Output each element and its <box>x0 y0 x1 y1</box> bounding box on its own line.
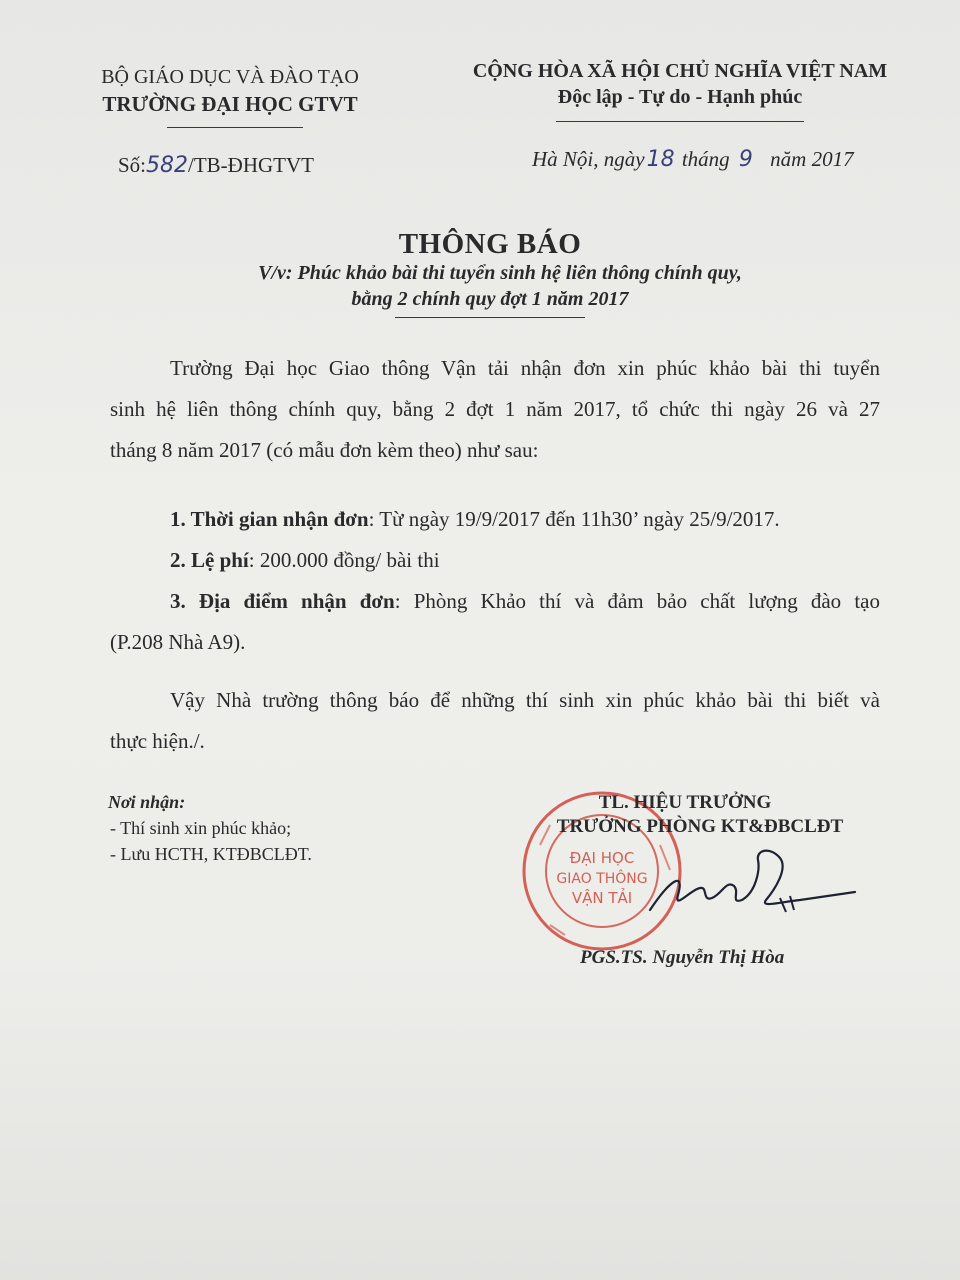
closing-line: Vậy Nhà trường thông báo để những thí sinh xin phúc khảo bài thi biết và <box>170 688 880 712</box>
details-list <box>110 499 880 663</box>
intro-paragraph <box>110 348 880 471</box>
motto-underline <box>556 121 804 122</box>
issue-date <box>532 147 854 172</box>
stamp-line: GIAO THÔNG <box>556 871 648 887</box>
closing-line: thực hiện./. <box>110 729 205 753</box>
ministry-name: BỘ GIÁO DỤC VÀ ĐÀO TẠO <box>101 66 359 88</box>
signer-name: PGS.TS. Nguyễn Thị Hòa <box>580 947 785 968</box>
detail-text: : 200.000 đồng/ bài thi <box>248 548 440 572</box>
recipient-item: - Lưu HCTH, KTĐBCLĐT. <box>110 844 312 864</box>
detail-item <box>110 540 880 581</box>
recipients-title: Nơi nhận: <box>108 792 186 812</box>
detail-label: 3. Địa điểm nhận đơn <box>170 589 395 613</box>
detail-item <box>110 581 880 622</box>
number-prefix: Số: <box>118 153 147 177</box>
notice-subject-line1: V/v: Phúc khảo bài thi tuyển sinh hệ liên thông chính quy, <box>258 262 742 284</box>
school-name: TRƯỜNG ĐẠI HỌC GTVT <box>102 92 358 116</box>
national-motto: Độc lập - Tự do - Hạnh phúc <box>557 86 803 108</box>
stamp-line: VẬN TẢI <box>571 889 633 907</box>
detail-label: 2. Lệ phí <box>170 548 249 572</box>
signer-role: TL. HIỆU TRƯỞNG <box>598 792 772 813</box>
date-month: 9 <box>738 147 753 172</box>
detail-item-continued: (P.208 Nhà A9). <box>110 630 246 654</box>
notice-title: THÔNG BÁO <box>398 228 582 260</box>
country-name: CỘNG HÒA XÃ HỘI CHỦ NGHĨA VIỆT NAM <box>472 60 888 82</box>
subject-underline <box>395 317 585 318</box>
detail-text: : Từ ngày 19/9/2017 đến 11h30’ ngày 25/9/2017. <box>368 507 780 531</box>
detail-item <box>110 499 880 540</box>
school-underline <box>167 127 303 128</box>
signer-department: TRƯỞNG PHÒNG KT&ĐBCLĐT <box>556 816 844 837</box>
date-day: 18 <box>646 147 675 172</box>
date-prefix: Hà Nội, ngày <box>532 147 645 171</box>
closing-paragraph <box>110 680 880 762</box>
detail-label: 1. Thời gian nhận đơn <box>170 507 369 531</box>
notice-subject-line2: bằng 2 chính quy đợt 1 năm 2017 <box>351 288 629 310</box>
intro-line: Trường Đại học Giao thông Vận tải nhận đơn xin phúc khảo bài thi tuyển <box>170 356 880 380</box>
handwritten-signature <box>630 840 870 940</box>
number-suffix: /TB-ĐHGTVT <box>188 153 314 177</box>
intro-line: sinh hệ liên thông chính quy, bằng 2 đợt 1 năm 2017, tổ chức thi ngày 26 và 27 <box>110 397 880 421</box>
detail-text: : Phòng Khảo thí và đảm bảo chất lượng đào tạo <box>394 589 880 613</box>
number-handwritten: 582 <box>146 153 189 178</box>
date-year: năm 2017 <box>770 147 854 171</box>
stamp-line: ĐẠI HỌC <box>569 849 635 867</box>
recipient-item: - Thí sinh xin phúc khảo; <box>110 818 292 838</box>
date-month-label: tháng <box>681 147 730 171</box>
intro-line: tháng 8 năm 2017 (có mẫu đơn kèm theo) như sau: <box>110 438 539 462</box>
document-number <box>118 153 314 178</box>
